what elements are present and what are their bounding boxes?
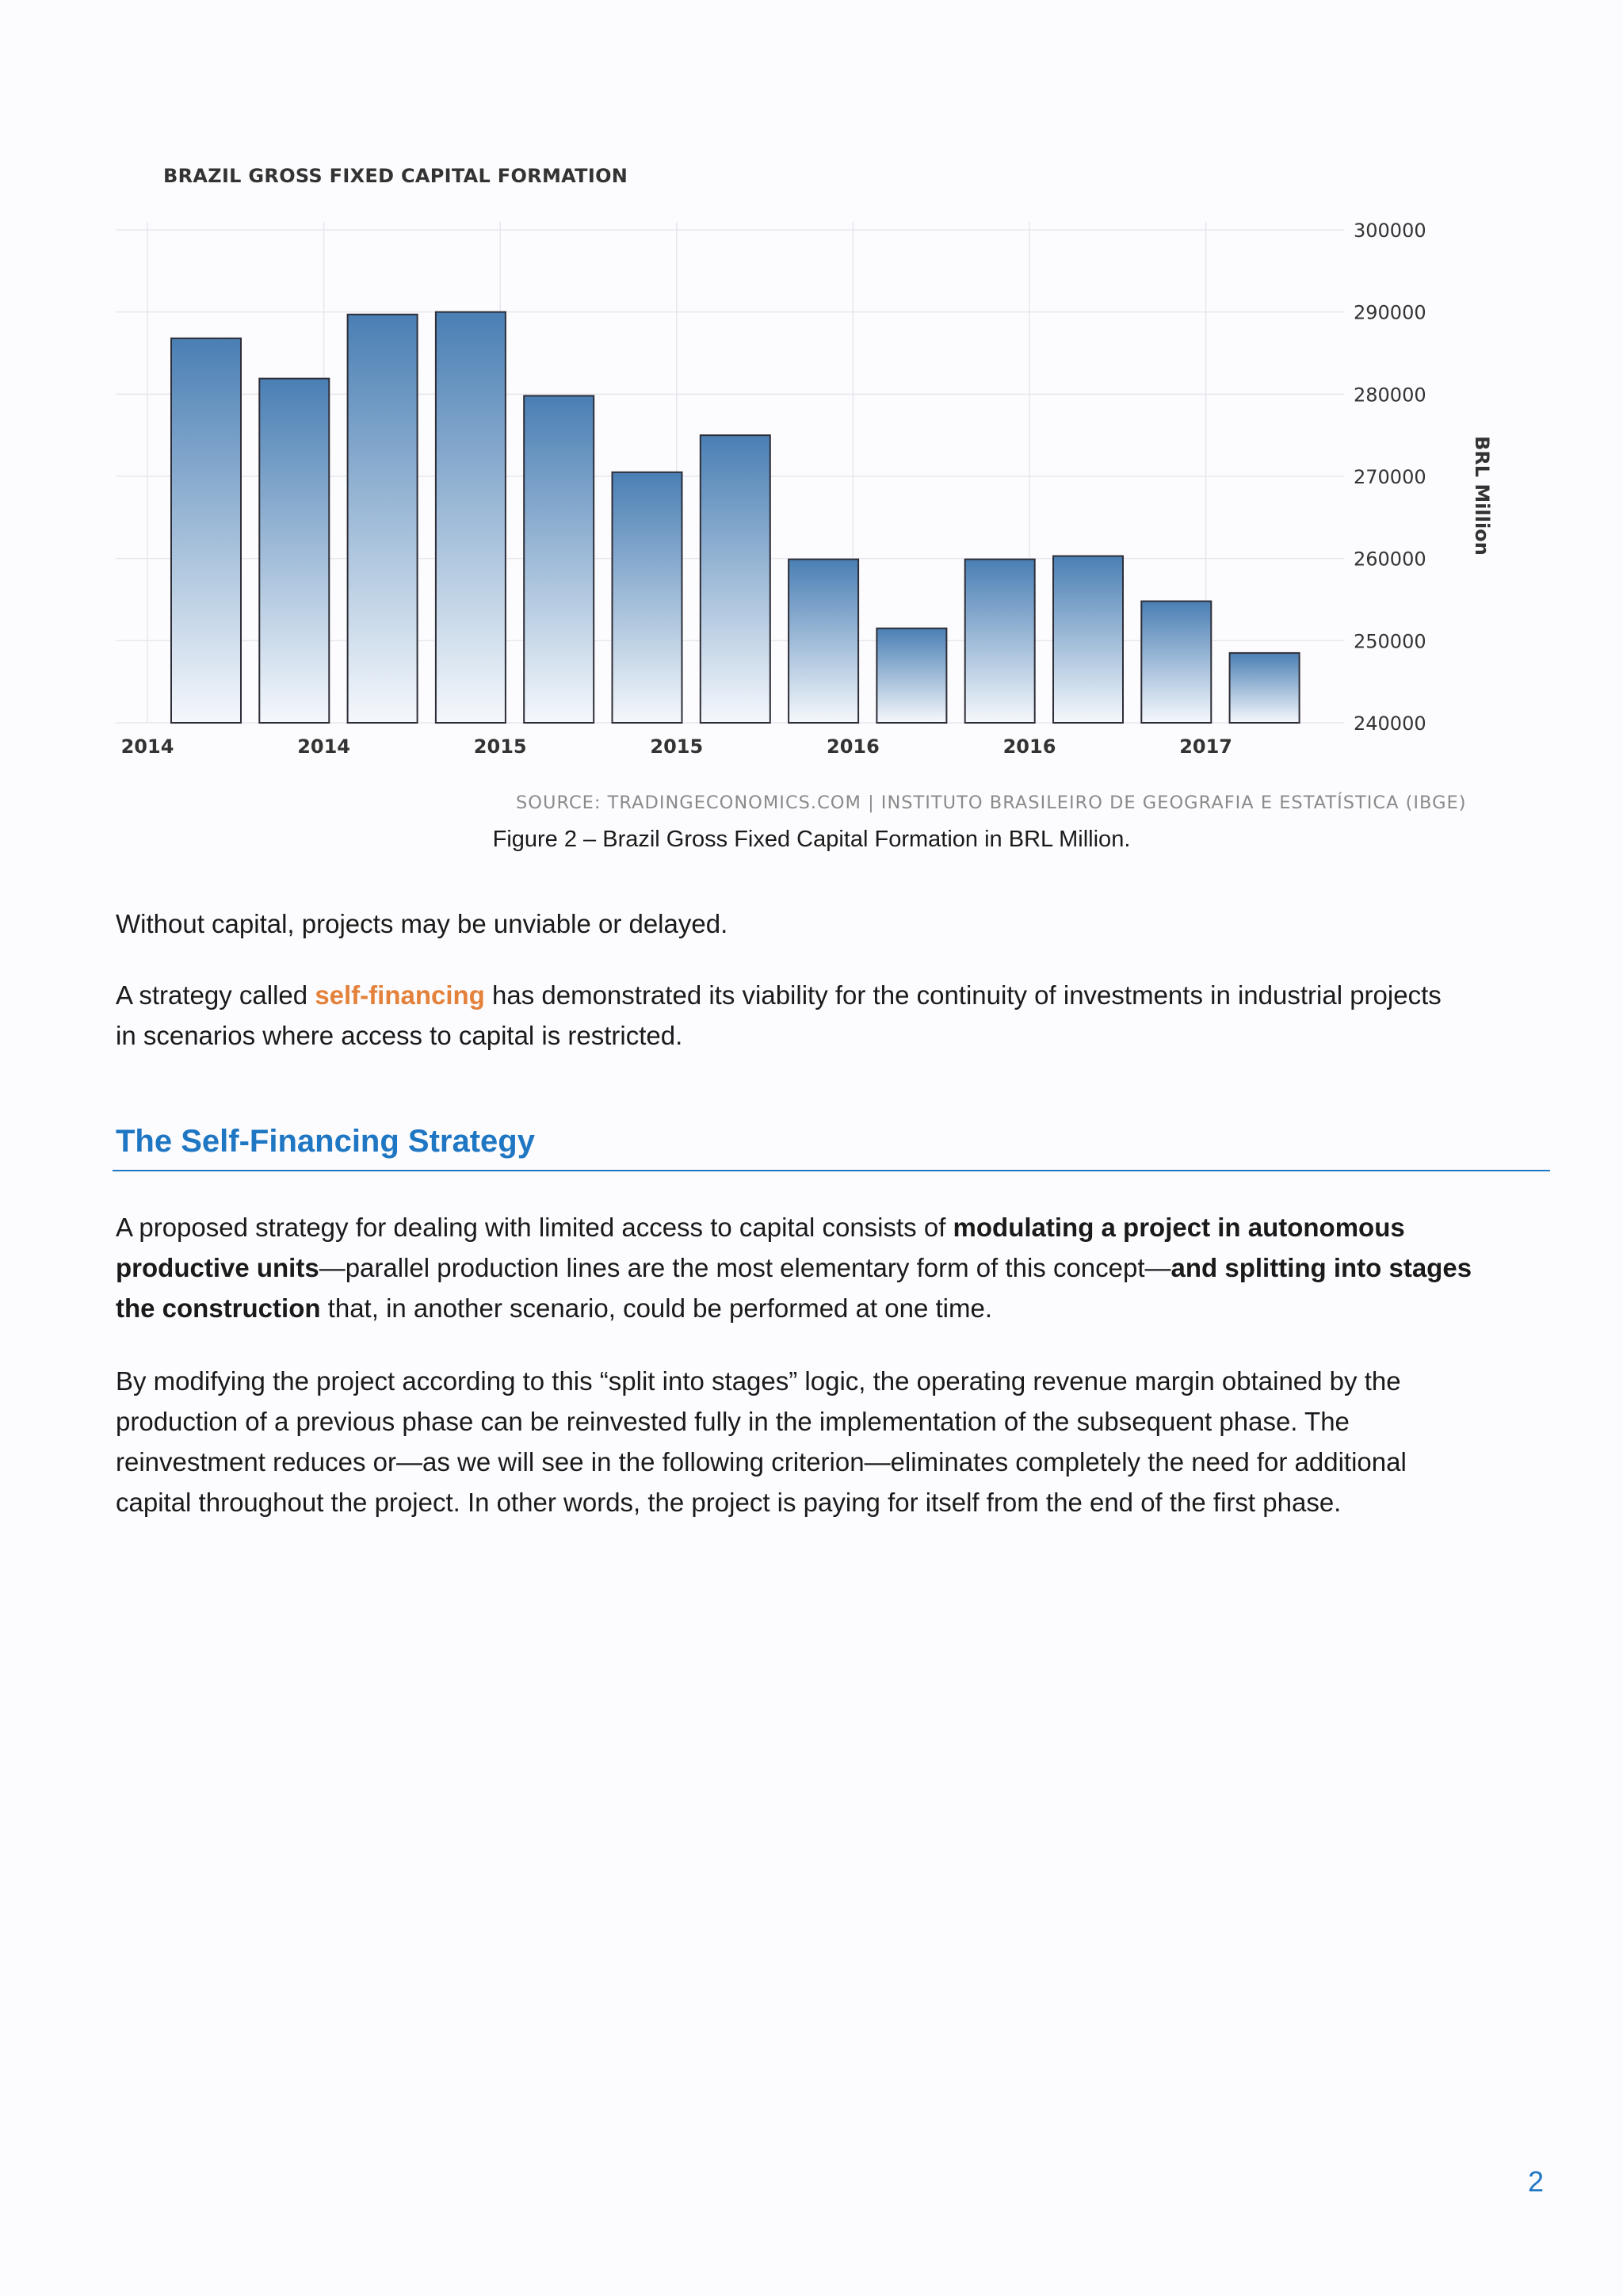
chart-title: BRAZIL GROSS FIXED CAPITAL FORMATION [163,165,628,187]
paragraph-line: reinvestment reduces or—as we will see in the following criterion—eliminates completely the need for additional [116,1447,1407,1477]
x-tick-label: 2014 [120,735,174,758]
chart-bar [965,560,1035,723]
chart-x-ticks [121,735,1232,758]
chart-bar [876,628,946,723]
y-tick-label: 290000 [1354,301,1426,324]
chart-figure [116,159,1526,824]
self-financing-highlight: self-financing [315,980,485,1010]
paragraph-line: production of a previous phase can be reinvested fully in the implementation of the subsequent phase. The [116,1407,1350,1436]
chart-bar [524,395,594,723]
y-tick-label: 280000 [1354,384,1426,407]
heading-rule [113,1170,1550,1171]
paragraph-line [116,975,1542,1015]
chart-bar [259,379,329,723]
y-tick-label: 240000 [1354,712,1426,735]
paragraph-proposed-strategy [116,1207,1542,1328]
paragraph-line: capital throughout the project. In other words, the project is paying for itself from the end of the first phase. [116,1488,1342,1517]
chart-y-ticks [1354,220,1426,735]
x-tick-label: 2017 [1179,735,1232,758]
chart-source: SOURCE: TRADINGECONOMICS.COM | INSTITUTO BRASILEIRO DE GEOGRAFIA E ESTATÍSTICA (IBGE) [516,793,1467,813]
paragraph-without-capital [116,904,1542,944]
x-tick-label: 2014 [297,735,350,758]
text-run: A proposed strategy for dealing with limited access to capital consists of [116,1213,953,1242]
chart-bars [171,312,1300,723]
paragraph-line [116,1247,1542,1288]
y-tick-label: 260000 [1354,548,1426,571]
chart-plot [116,159,1526,824]
chart-bar [171,338,241,723]
paragraph-line [116,1207,1542,1247]
paragraph-split-into-stages [116,1361,1542,1522]
bold-run: modulating a project in autonomous [953,1213,1405,1242]
paragraph-self-financing-intro [116,975,1542,1056]
chart-y-axis-label: BRL Million [1471,436,1493,556]
text-run: that, in another scenario, could be performed at one time. [320,1293,993,1323]
paragraph-line: Without capital, projects may be unviable or delayed. [116,909,728,938]
x-tick-label: 2015 [650,735,704,758]
paragraph-line: in scenarios where access to capital is restricted. [116,1021,683,1050]
x-tick-label: 2016 [827,735,880,758]
text-run: has demonstrated its viability for the continuity of investments in industrial projects [484,980,1442,1010]
x-tick-label: 2016 [1002,735,1056,758]
y-tick-label: 300000 [1354,220,1426,242]
figure-caption: Figure 2 – Brazil Gross Fixed Capital Formation in BRL Million. [492,827,1131,852]
chart-bar [701,435,770,723]
chart-bar [1141,602,1211,723]
paragraph-line [116,1288,1542,1328]
paragraph-line: By modifying the project according to this “split into stages” logic, the operating revenue margin obtained by the [116,1366,1401,1396]
chart-bar [1053,556,1123,723]
x-tick-label: 2015 [473,735,527,758]
chart-bar [789,560,858,723]
y-tick-label: 250000 [1354,630,1426,653]
y-tick-label: 270000 [1354,466,1426,488]
chart-bar [613,472,682,723]
chart-bar [436,312,506,723]
section-heading: The Self-Financing Strategy [116,1124,535,1159]
bold-run: the construction [116,1293,321,1323]
text-run: A strategy called [116,980,315,1010]
chart-bar [348,315,418,723]
bold-run: productive units [116,1253,319,1282]
text-run: —parallel production lines are the most elementary form of this concept— [319,1253,1171,1282]
bold-run: and splitting into stages [1170,1253,1472,1282]
chart-bar [1230,653,1300,723]
page-number: 2 [1528,2165,1545,2198]
